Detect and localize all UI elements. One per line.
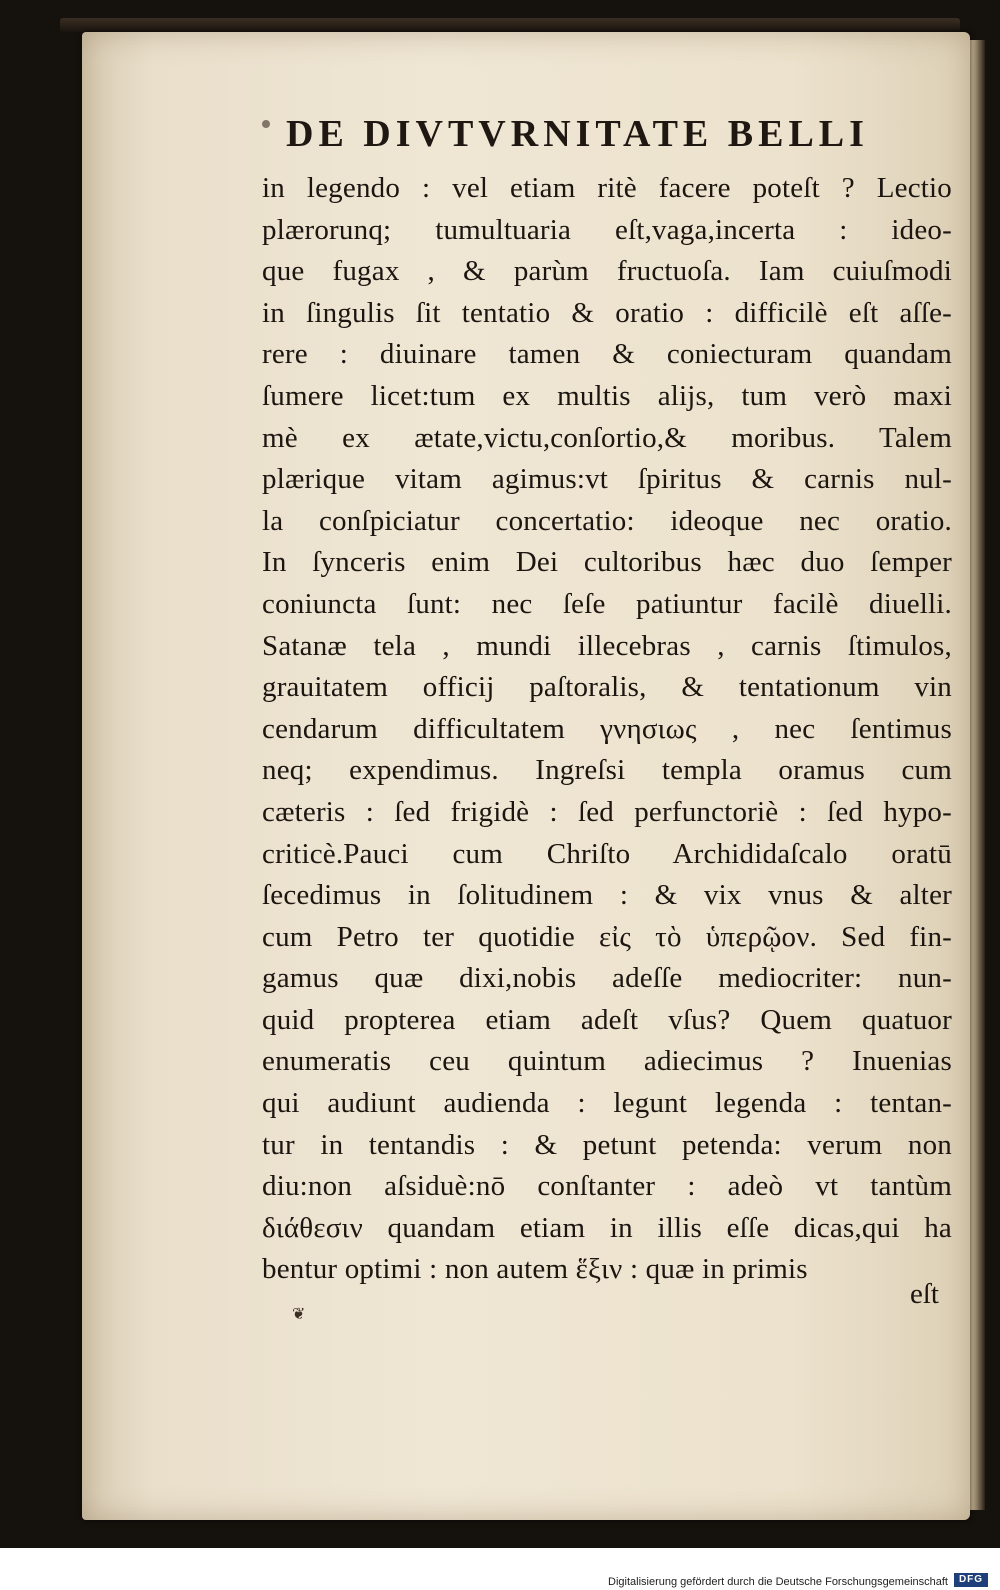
footer-credit: Digitalisierung gefördert durch die Deutsche Forschungsgemeinschaft bbox=[608, 1576, 948, 1588]
text-line: quid propterea etiam adeſt vſus? Quem quatuor bbox=[262, 1003, 952, 1036]
text-line: ſumere licet:tum ex multis alijs, tum verò maxi bbox=[262, 379, 952, 412]
text-line: in legendo : vel etiam ritè facere poteſt ? Lectio bbox=[262, 172, 952, 204]
text-line: cendarum difficultatem γνησιως , nec ſentimus bbox=[262, 712, 952, 745]
text-line: cum Petro ter quotidie εἰς τὸ ὑπερῷον. Sed fin- bbox=[262, 920, 952, 953]
text-line: bentur optimi : non autem ἕξιν : quæ in primis bbox=[262, 1253, 808, 1286]
text-line: gamus quæ dixi,nobis adeſſe mediocriter: nun- bbox=[262, 962, 952, 995]
text-line: grauitatem officij paſtoralis, & tentationum vin bbox=[262, 671, 952, 704]
text-line: mè ex ætate,victu,conſortio,& moribus. Talem bbox=[262, 421, 952, 454]
text-line: διάθεσιν quandam etiam in illis eſſe dicas,qui ha bbox=[262, 1211, 952, 1244]
running-head: DE DIVTVRNITATE BELLI bbox=[286, 113, 869, 155]
text-line: coniuncta ſunt: nec ſeſe patiuntur facilè diuelli. bbox=[262, 587, 952, 620]
text-line: in ſingulis ſit tentatio & oratio : difficilè eſt aſſe- bbox=[262, 296, 952, 329]
text-line: Satanæ tela , mundi illecebras , carnis ſtimulos, bbox=[262, 629, 952, 662]
dfg-logo: DFG bbox=[954, 1573, 988, 1587]
text-line: la conſpiciatur concertatio: ideoque nec oratio. bbox=[262, 504, 952, 537]
text-line: qui audiunt audienda : legunt legenda : tentan- bbox=[262, 1087, 952, 1120]
text-line: cæteris : ſed frigidè : ſed perfunctoriè : ſed hypo- bbox=[262, 795, 952, 828]
catchword: eſt bbox=[910, 1278, 939, 1310]
text-line: tur in tentandis : & petunt petenda: verum non bbox=[262, 1128, 952, 1161]
text-body bbox=[262, 168, 952, 1291]
head-ornament-icon bbox=[262, 120, 270, 128]
text-line: rere : diuinare tamen & coniecturam quandam bbox=[262, 338, 952, 371]
text-line: neq; expendimus. Ingreſsi templa oramus cum bbox=[262, 754, 952, 787]
text-line: ſecedimus in ſolitudinem : & vix vnus & alter bbox=[262, 879, 952, 912]
text-line: diu:non aſsiduè:nō conſtanter : adeò vt tantùm bbox=[262, 1170, 952, 1203]
fleuron-icon: ❦ bbox=[292, 1306, 306, 1323]
book-top-edge bbox=[60, 18, 960, 32]
text-line: enumeratis ceu quintum adiecimus ? Inuenias bbox=[262, 1045, 952, 1078]
text-line: In ſynceris enim Dei cultoribus hæc duo ſemper bbox=[262, 546, 952, 579]
text-line: criticè.Pauci cum Chriſto Archididaſcalo oratū bbox=[262, 837, 952, 870]
text-line: plærique vitam agimus:vt ſpiritus & carnis nul- bbox=[262, 463, 952, 496]
text-line: plærorunq; tumultuaria eſt,vaga,incerta : ideo- bbox=[262, 213, 952, 246]
text-line: que fugax , & parùm fructuoſa. Iam cuiuſmodi bbox=[262, 255, 952, 288]
